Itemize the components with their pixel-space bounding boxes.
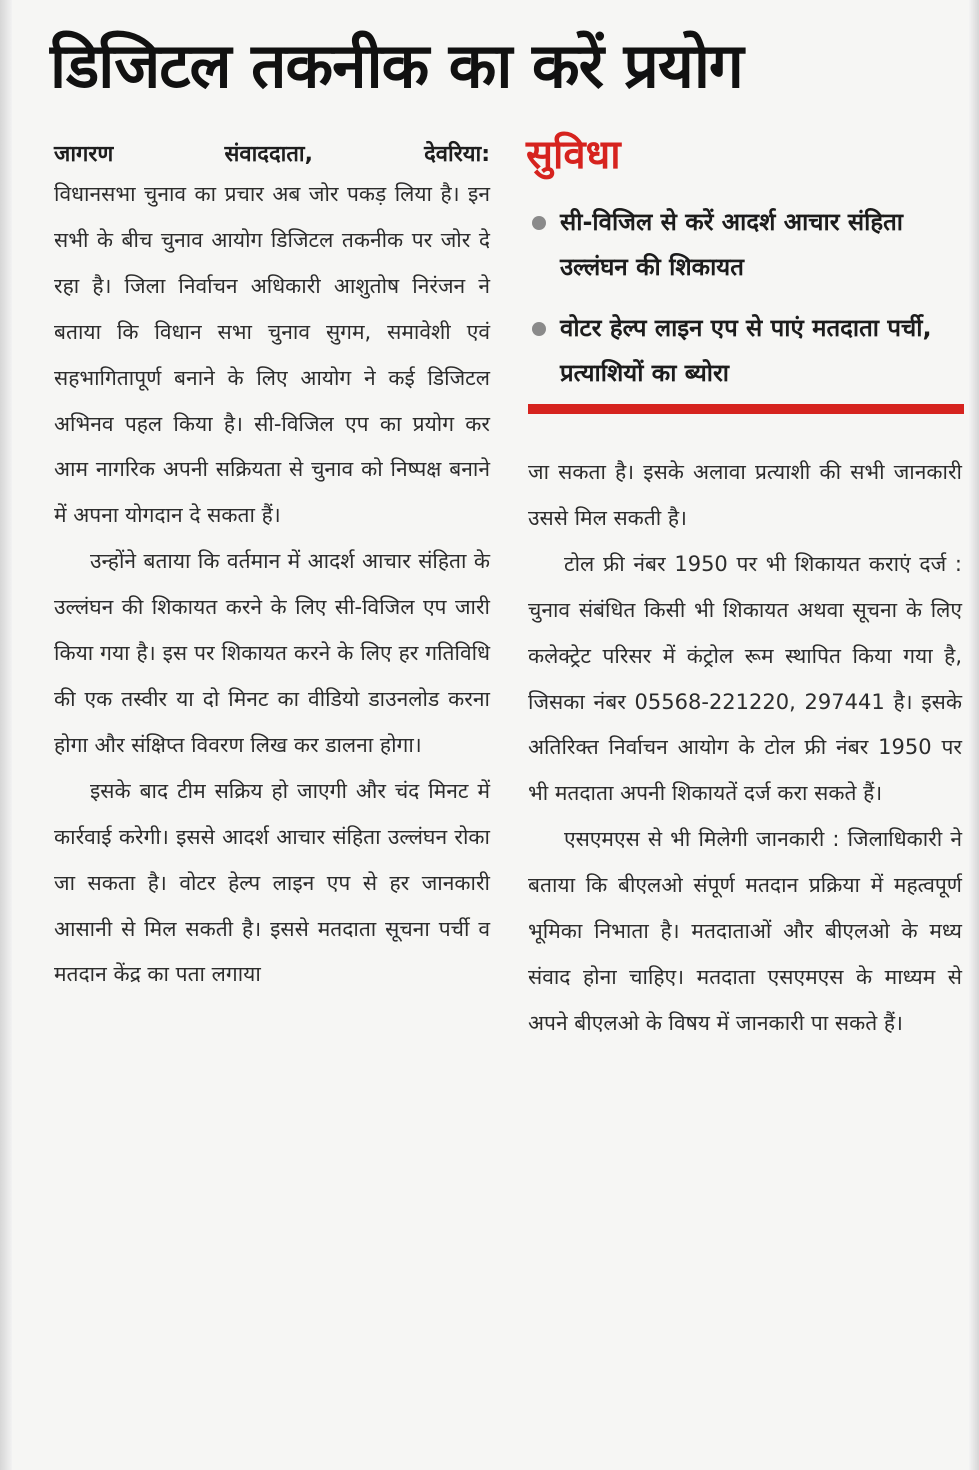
article-paragraph: जा सकता है। इसके अलावा प्रत्याशी की सभी जानकारी उससे मिल सकती है। xyxy=(528,460,962,530)
byline-agency: जागरण xyxy=(54,142,114,167)
bullet-dot-icon xyxy=(532,216,546,230)
article-column-right xyxy=(528,450,962,1460)
section-divider xyxy=(528,404,964,414)
byline-role: संवाददाता, xyxy=(224,142,313,167)
article-paragraph: टोल फ्री नंबर 1950 पर भी शिकायत कराएं दर्ज : चुनाव संबंधित किसी भी शिकायत अथवा सूचना के लिए कलेक्ट्रेट परिसर में कंट्रोल रूम स्थापित किया गया है, जिसका नंबर 05568-221220, 297441 है। इसके अतिरिक्त निर्वाचन आयोग के टोल फ्री नंबर 1950 पर भी मतदाता अपनी शिकायतें दर्ज करा सकते हैं। xyxy=(528,551,962,806)
highlight-item xyxy=(528,200,968,290)
article-paragraph: एसएमएस से भी मिलेगी जानकारी : जिलाधिकारी ने बताया कि बीएलओ संपूर्ण मतदान प्रक्रिया में महत्वपूर्ण भूमिका निभाता है। मतदाताओं और बीएलओ के मध्य संवाद होना चाहिए। मतदाता एसएमएस के माध्यम से अपने बीएलओ के विषय में जानकारी पा सकते हैं। xyxy=(528,827,962,1035)
article-column-left xyxy=(54,172,490,1462)
headline: डिजिटल तकनीक का करें प्रयोग xyxy=(50,29,743,102)
article-paragraph: विधानसभा चुनाव का प्रचार अब जोर पकड़ लिया है। इन सभी के बीच चुनाव आयोग डिजिटल तकनीक पर जोर दे रहा है। जिला निर्वाचन अधिकारी आशुतोष निरंजन ने बताया कि विधान सभा चुनाव सुगम, समावेशी एवं सहभागितापूर्ण बनाने के लिए आयोग ने कई डिजिटल अभिनव पहल किया है। सी-विजिल एप का प्रयोग कर आम नागरिक अपनी सक्रियता से चुनाव को निष्पक्ष बनाने में अपना योगदान दे सकता हैं। xyxy=(54,182,490,528)
highlight-item xyxy=(528,306,968,396)
byline-place: देवरिया: xyxy=(424,142,490,167)
sidebar-label: सुविधा xyxy=(526,132,621,178)
page-edge-right xyxy=(969,0,979,1470)
highlight-text: सी-विजिल से करें आदर्श आचार संहिता उल्लंघन की शिकायत xyxy=(560,208,903,281)
sidebar-highlights xyxy=(528,200,968,412)
bullet-dot-icon xyxy=(532,322,546,336)
article-paragraph: उन्होंने बताया कि वर्तमान में आदर्श आचार संहिता के उल्लंघन की शिकायत करने के लिए सी-विजिल एप जारी किया गया है। इस पर शिकायत करने के लिए हर गतिविधि की एक तस्वीर या दो मिनट का वीडियो डाउनलोड करना होगा और संक्षिप्त विवरण लिख कर डालना होगा। xyxy=(54,549,490,757)
highlight-text: वोटर हेल्प लाइन एप से पाएं मतदाता पर्ची, प्रत्याशियों का ब्योरा xyxy=(560,314,932,387)
article-paragraph: इसके बाद टीम सक्रिय हो जाएगी और चंद मिनट में कार्रवाई करेगी। इससे आदर्श आचार संहिता उल्लंघन रोका जा सकता है। वोटर हेल्प लाइन एप से हर जानकारी आसानी से मिल सकती है। इससे मतदाता सूचना पर्ची व मतदान केंद्र का पता लगाया xyxy=(54,778,490,987)
page-edge-left xyxy=(0,0,12,1470)
